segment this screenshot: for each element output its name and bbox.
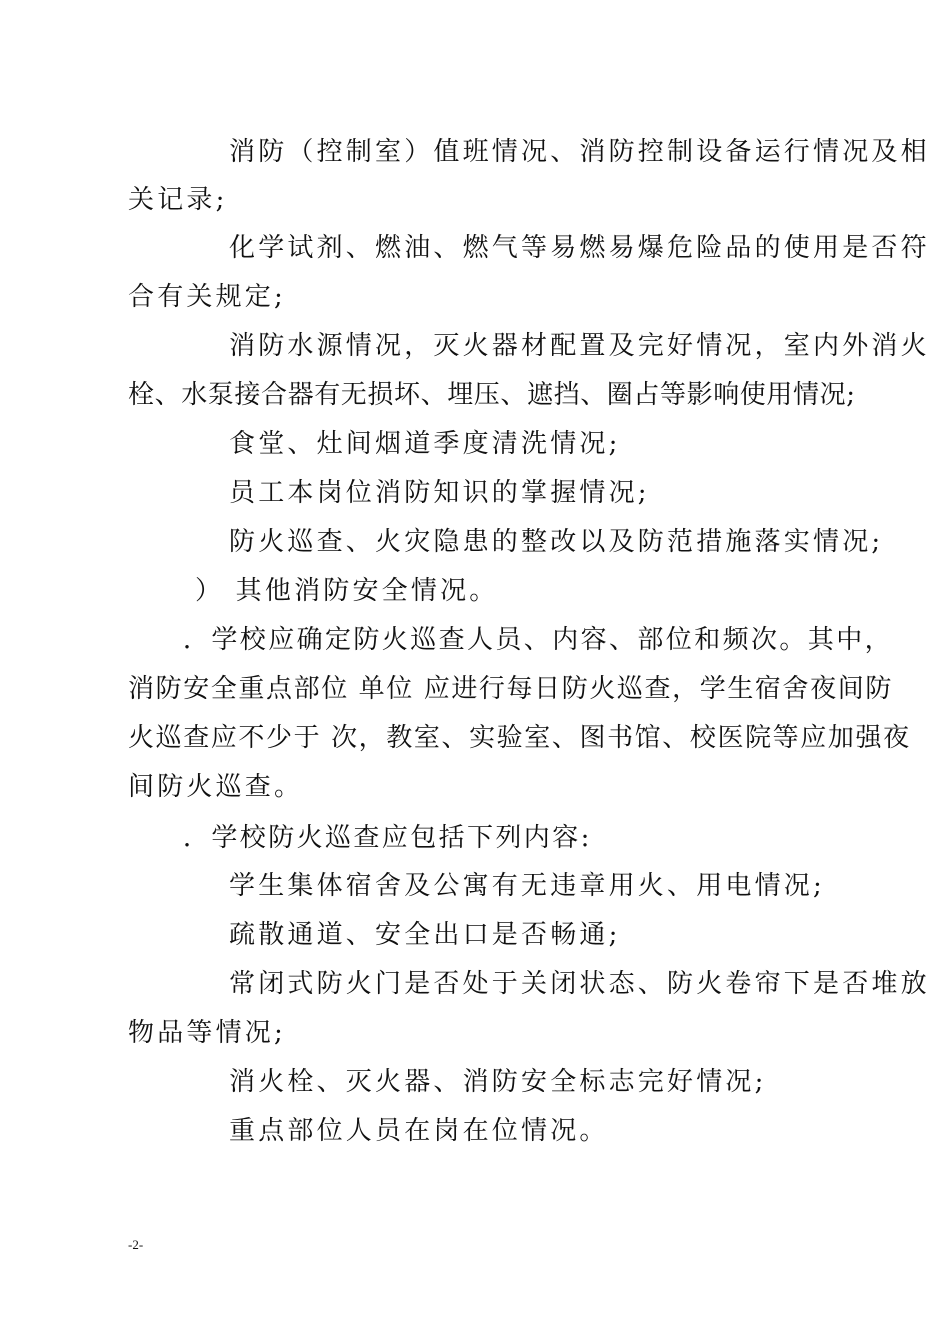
text-line: 间防火巡查。	[128, 772, 304, 802]
text-line: 重点部位人员在岗在位情况。	[229, 1116, 609, 1146]
text-line: 常闭式防火门是否处于关闭状态、防火卷帘下是否堆放	[229, 969, 930, 999]
text-line: 员工本岗位消防知识的掌握情况;	[229, 478, 650, 508]
page-number: -2-	[128, 1237, 144, 1252]
text-line: 合有关规定;	[128, 282, 286, 312]
text-line: 疏散通道、安全出口是否畅通;	[229, 920, 621, 950]
text-line: 消火栓、灭火器、消防安全标志完好情况;	[229, 1067, 767, 1097]
text-line: 关记录;	[128, 185, 228, 215]
text-line: 学生集体宿舍及公寓有无违章用火、用电情况;	[229, 871, 825, 901]
text-line: 防火巡查、火灾隐患的整改以及防范措施落实情况;	[229, 527, 884, 557]
text-line: ．学校应确定防火巡查人员、内容、部位和频次。其中，	[183, 625, 894, 655]
text-line: 消防安全重点部位 单位 应进行每日防火巡查，学生宿舍夜间防	[128, 674, 893, 704]
text-line: ．学校防火巡查应包括下列内容:	[183, 823, 592, 853]
text-line: 火巡查应不少于 次，教室、实验室、图书馆、校医院等应加强夜	[128, 723, 911, 753]
text-line: 栓、水泵接合器有无损坏、埋压、遮挡、圈占等影响使用情况;	[128, 380, 856, 410]
text-line: 物品等情况;	[128, 1018, 286, 1048]
text-line: 消防水源情况，灭火器材配置及完好情况，室内外消火	[229, 331, 930, 361]
text-line: 食堂、灶间烟道季度清洗情况;	[229, 429, 621, 459]
text-line: ） 其他消防安全情况。	[195, 576, 499, 606]
text-line: 消防（控制室）值班情况、消防控制设备运行情况及相	[229, 137, 930, 167]
text-line: 化学试剂、燃油、燃气等易燃易爆危险品的使用是否符	[229, 233, 930, 263]
